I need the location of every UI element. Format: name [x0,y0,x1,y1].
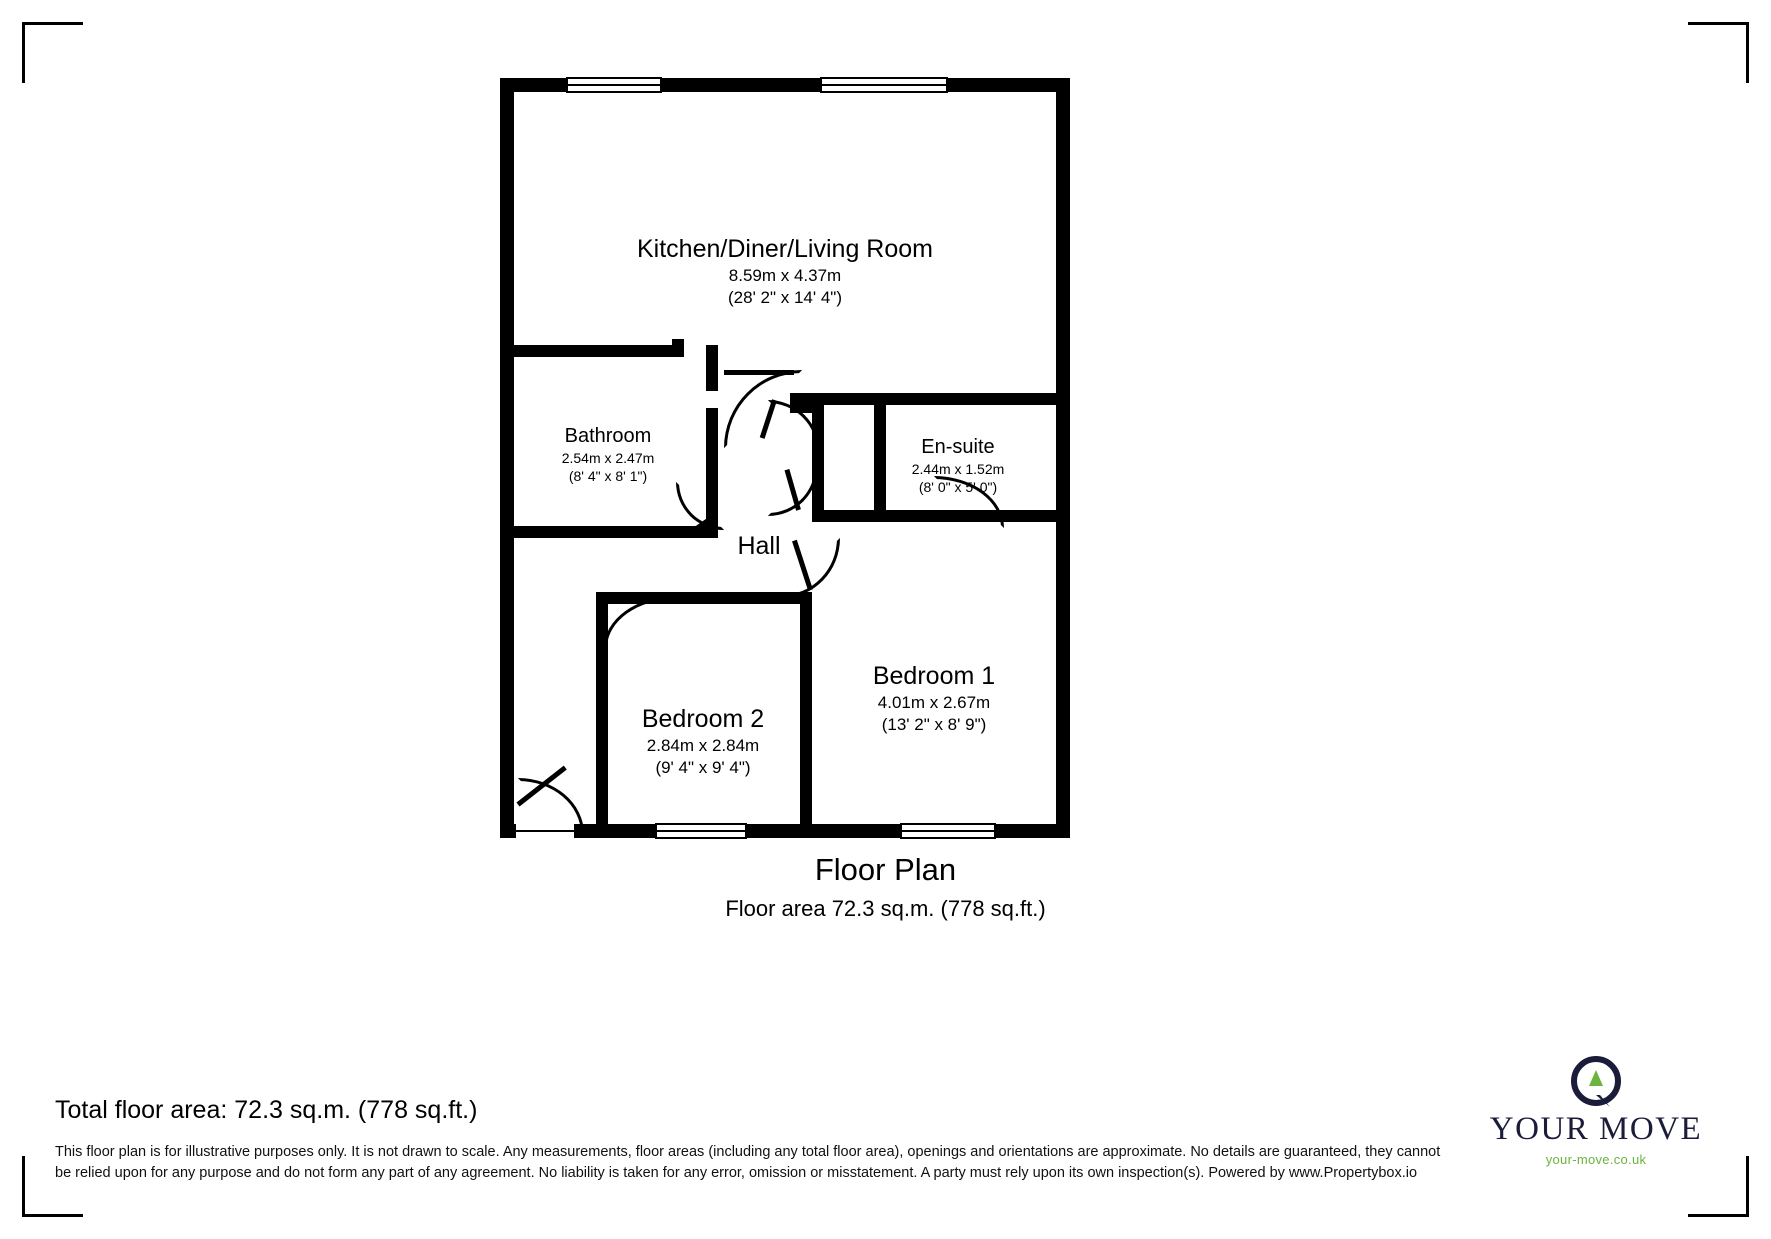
brand-logo[interactable] [1481,1055,1711,1167]
room-name: Kitchen/Diner/Living Room [637,235,933,263]
window-top-right [820,77,948,93]
room-dimension-imperial: (8' 4" x 8' 1") [568,467,648,484]
plan-title: Floor Plan [814,852,957,887]
wall-ensuite-left [812,393,824,521]
crop-mark-top-left [22,22,83,83]
your-move-mark-icon [1570,1055,1622,1107]
wall-bathroom-right [706,345,718,391]
wall-living-room-bottom-left [514,345,684,357]
room-label-ensuite [912,435,1005,496]
brand-name: YOUR MOVE [1489,1111,1703,1147]
wall-bathroom-bottom [514,526,706,538]
room-dimension-metric: 2.44m x 1.52m [911,460,1005,477]
wall-ensuite-top [790,393,1070,405]
entrance-threshold [516,823,574,839]
room-name: Bedroom 2 [641,705,765,733]
room-name: Hall [737,532,781,560]
room-name: Bathroom [564,425,652,447]
room-label-bedroom1 [873,660,995,736]
wall-exterior-left [500,78,514,838]
window-bottom-right [900,823,996,839]
plan-subtitle: Floor area 72.3 sq.m. (778 sq.ft.) [725,896,1046,921]
room-dimension-metric: 8.59m x 4.37m [728,266,842,285]
wall-bedroom2-left [596,592,608,828]
door-arc-hall-lower [768,466,818,516]
crop-mark-top-right [1688,22,1749,83]
plan-title-block [0,852,1771,922]
room-label-kitchen-diner-living [637,233,933,309]
wall-living-room-door-jamb [672,339,684,357]
room-dimension-metric: 2.54m x 2.47m [561,449,655,466]
window-bottom-left [655,823,747,839]
room-label-bathroom [562,424,655,485]
floor-plan-drawing [500,78,1200,838]
brand-url: your-move.co.uk [1545,1152,1647,1167]
wall-bedroom2-right [800,592,812,828]
room-dimension-metric: 4.01m x 2.67m [877,693,991,712]
room-name: Bedroom 1 [872,662,996,690]
disclaimer-text: This floor plan is for illustrative purposes only. It is not drawn to scale. Any measurements, floor areas (including any total floor area), openings and orientations are approximate. No details are guaranteed, they cannot be relied upon for any purpose and do not form any part of any agreement. No liability is taken for any error, omission or misstatement. A party must rely upon its own inspection(s). Powered by www.Propertybox.io [55,1144,1441,1182]
room-dimension-imperial: (9' 4" x 9' 4") [655,757,751,777]
room-dimension-imperial: (28' 2" x 14' 4") [727,287,843,307]
door-arc-bathroom [676,482,724,530]
room-label-hall [737,530,780,562]
room-label-bedroom2 [642,703,764,779]
room-dimension-imperial: (13' 2" x 8' 9") [881,714,987,734]
room-name: En-suite [921,436,995,458]
room-dimension-metric: 2.84m x 2.84m [646,736,760,755]
wall-ensuite-divider [874,393,886,521]
window-top-left [566,77,662,93]
total-floor-area: Total floor area: 72.3 sq.m. (778 sq.ft.) [55,1096,478,1124]
door-arc-bedroom1 [782,538,840,598]
room-dimension-imperial: (8' 0" x 5' 0") [918,478,998,495]
wall-exterior-right [1056,78,1070,838]
